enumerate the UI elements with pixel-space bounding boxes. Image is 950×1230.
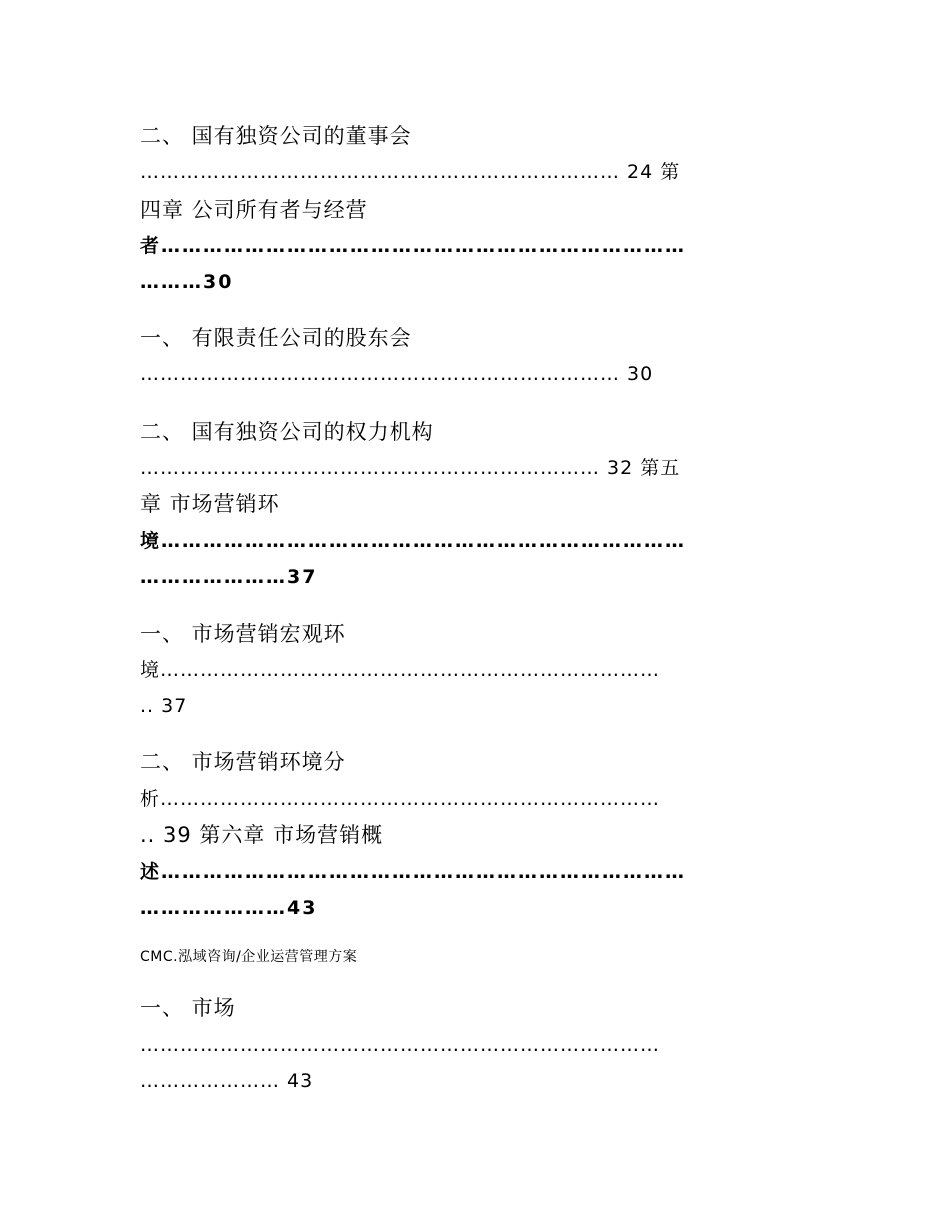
toc-chapter-page: …………………43 [140, 897, 318, 919]
toc-entry-heading: 二、 市场营销环境分 [140, 750, 346, 774]
toc-chapter-page: …………………37 [140, 566, 318, 588]
toc-entry-heading: 一、 市场营销宏观环 [140, 622, 346, 646]
toc-entry-leader: …………………………………………………………………… [140, 1034, 660, 1056]
toc-entry-page: .. 37 [140, 695, 188, 717]
toc-chapter-leader: 者………………………………………………………………… [140, 235, 687, 257]
toc-entry-leader: …………………………………………………………… 32 第五 [140, 457, 681, 479]
toc-entry-leader: ……………………………………………………………… 30 [140, 363, 654, 385]
toc-entry-leader: 析………………………………………………………………… [140, 788, 661, 810]
toc-chapter-page: ………30 [140, 271, 234, 293]
toc-entry-page: ………………… 43 [140, 1070, 314, 1092]
toc-entry-leader: 境………………………………………………………………… [140, 659, 661, 681]
toc-entry-heading: 一、 有限责任公司的股东会 [140, 326, 412, 350]
toc-chapter-heading: 四章 公司所有者与经营 [140, 198, 368, 222]
toc-entry-heading: 二、 国有独资公司的权力机构 [140, 420, 434, 444]
toc-entry-heading: 一、 市场 [140, 996, 236, 1020]
toc-chapter-heading: 章 市场营销环 [140, 492, 280, 516]
toc-entry-page: .. 39 第六章 市场营销概 [140, 823, 384, 847]
running-header: CMC.泓域咨询/企业运营管理方案 [140, 949, 358, 965]
toc-entry-leader: ……………………………………………………………… 24 第 [140, 161, 681, 183]
toc-chapter-leader: 境………………………………………………………………… [140, 530, 687, 552]
toc-chapter-leader: 述………………………………………………………………… [140, 861, 687, 883]
toc-entry-heading: 二、 国有独资公司的董事会 [140, 124, 412, 148]
